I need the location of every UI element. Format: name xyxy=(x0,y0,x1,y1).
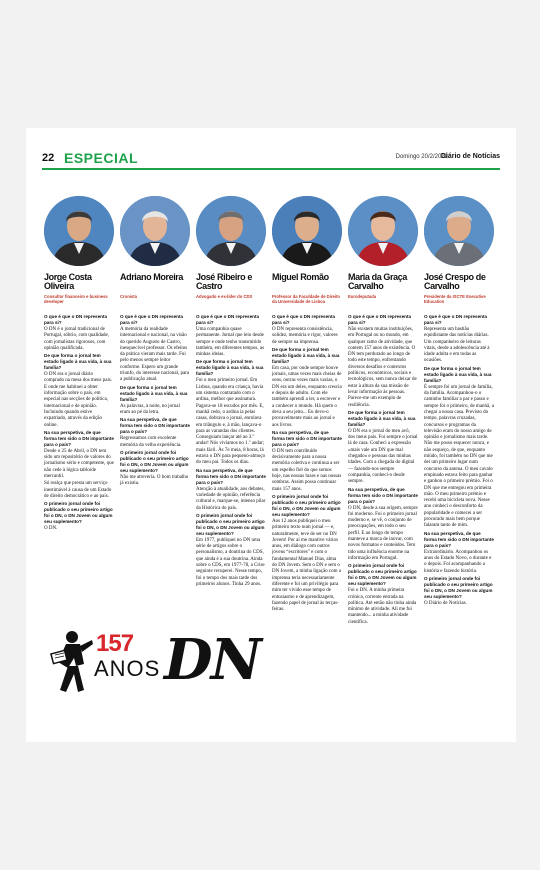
question: Na sua perspetiva, de que forma tem sido o DN importante para o país? xyxy=(424,530,494,548)
question: Na sua perspetiva, de que forma tem sido o DN importante para o país? xyxy=(272,429,342,447)
question: O primeiro jornal onde foi publicado o seu primeiro artigo foi o DN, o DN Jovem ou algum seu suplemento? xyxy=(120,449,189,473)
question: Na sua perspetiva, de que forma tem sido o DN importante para o país? xyxy=(120,417,190,435)
answer: Extraordinário. Acompanhou os anos do Estado Novo, o durante e o depois. Foi acompanhando a história e fazendo história. xyxy=(424,549,492,574)
question: O que é que o DN representa para si? xyxy=(120,314,184,325)
answer: A memória da realidade internacional e nacional, na visão do querido Augusto de Castro, inesquecível professor. Os efeitos da prática vieram mais tarde. Fui pelo menos sempre leitor conforme. Espero um grande triunfo, do interesse nacional, para a publicação atual. xyxy=(120,327,190,383)
answer: Só realça que presta um serviço inestimável à causa de um Estado de direito democrático e ao país. xyxy=(44,481,112,499)
answer: Atenção à atualidade, aos debates, variedade de opinião, referência cultural e, marque-se, intenso pilar da Histórica do país. xyxy=(196,486,266,511)
page-header xyxy=(42,150,500,168)
answer: Foi o meu primeiro jornal. Em Lisboa, quando era criança, havia um sistema contratado com o ardina, melhor que assinatura. Pagava-se 18 escudos por mês. E, manhã cedo, o ardina ia pelas casas, dobrava o jornal, enrolava em triângulo e, à mão, lançava-o para as varandas dos clientes. Conseguiam lançar até ao 3.º andar! Nós vivíamos no 1.º andar; mais fácil. Às 7e meia, 8 horas, lá estava o DN para pequeno-almoço do meu pai. Todos os dias. xyxy=(196,378,266,466)
answer: Em casa, por onde sempre houve jornais, umas vezes mais cheias de sons, outras vezes mais vazias, o DN era um deles, enquanto crescia e depois de adulto. Com ele também aprendi a ler, a escrever e a conhecer o mundo. Há quem o deva a seu jeito... Eu devo-o provavelmente mais ao jornal e aos livros. xyxy=(272,365,342,428)
question: O primeiro jornal onde foi publicado o seu primeiro artigo foi o DN, o DN Jovem ou algum seu suplemento? xyxy=(424,575,493,599)
portrait-photo xyxy=(424,196,494,266)
question: O que é que o DN representa para si? xyxy=(196,314,260,325)
answer: Representa um bastião equidistante das notícias diárias. Um companheiro de leituras vitais, desde a adolescência até à idade adulta e em todas as ocasiões. xyxy=(424,327,490,364)
question: De que forma o jornal tem estado ligado à sua vida, à sua família? xyxy=(424,365,492,383)
question: O que é que o DN representa para si? xyxy=(44,314,108,325)
column-6 xyxy=(424,196,494,608)
answer: O DN, desde a sua origem, sempre foi moderno. Foi o primeiro jornal moderno e, se vê, o conjunto de preocupações, em todo o seu perfil. E ao longo do tempo manteve a marca de inovar, com novos formatos e conteúdos. Tem tido uma influência enorme na informação em Portugal. xyxy=(348,505,418,561)
person-name: José Ribeiro e Castro xyxy=(196,272,252,291)
person-role: Eurodeputada xyxy=(348,294,377,299)
interview-body xyxy=(44,314,114,533)
answer: O DN é o jornal tradicional de Portugal, sóbrio, com qualidade, com jornalistas rigorosos, com opinião qualificada. xyxy=(44,327,109,351)
newspaper-page xyxy=(26,128,516,742)
answer: O DN era o jornal do meu avô, dos meus pais. Foi sempre o jornal lá de casa. Conheci a expressão «mais vale um DN que mal chegado» e pessoas das minhas idades. Com a chegada do digital — fazendo-nos sempre companhia, conheci-o desde sempre. xyxy=(348,428,418,485)
column-5 xyxy=(348,196,418,627)
question: O que é que o DN representa para si? xyxy=(348,314,412,325)
answer: Não me atreveria. O bom trabalho já existia. xyxy=(120,474,189,487)
person-role: Advogado e ex-líder do CDS xyxy=(196,294,253,299)
answer: O DN tem contribuído decisivamente para a nossa memória coletiva e continua a ser um espelho fiel do que somos hoje, nas nossas luzes e nas nossas sombras. Assim possa continuar mais 157 anos. xyxy=(272,448,342,492)
portrait-photo xyxy=(272,196,342,266)
answer: O Diário de Notícias. xyxy=(424,600,467,606)
page-number: 22 xyxy=(42,152,55,164)
portrait-photo xyxy=(348,196,418,266)
person-name: Maria da Graça Carvalho xyxy=(348,272,407,291)
answer: O DN. xyxy=(44,526,58,532)
answer: As palavras, à noite, no jornal eram ao pé da letra. xyxy=(120,403,180,415)
question: O primeiro jornal onde foi publicado o seu primeiro artigo foi o DN, o DN Jovem ou algum seu suplemento? xyxy=(44,501,113,525)
question: De que forma o jornal tem estado ligado à sua vida, à sua família? xyxy=(348,409,416,427)
interview-body xyxy=(272,314,342,613)
interview-body xyxy=(348,314,418,626)
question: O primeiro jornal onde foi publicado o seu primeiro artigo foi o DN, o DN Jovem ou algum seu suplemento? xyxy=(196,512,265,536)
answer: Não existem muitas instituições, em Portugal ou no mundo, em qualquer ramo de atividade, que contem 157 anos de existência. O DN tem perdurado ao longo de todo este tempo, enfrentando diversos desafios e contextos políticos, económicos, sociais e tecnológicos, sem nunca deixar de estar à altura da sua missão de levar informação às pessoas. Parece-me um exemplo de resiliência. xyxy=(348,327,417,408)
question: De que forma o jornal tem estado ligado à sua vida, à sua família? xyxy=(44,353,112,371)
question: Na sua perspetiva, de que forma tem sido o DN importante para o país? xyxy=(348,486,418,504)
answer: Regressamos com excelente memória da velha experiência. xyxy=(120,436,182,448)
answer: O DN era o jornal diário comprado na mesa dos meus pais. E onde me habituei a obter informação sobre o país, em especial nas secções de política, internacional e de opinião. Incluindo quando estive expatriado, através da edição online. xyxy=(44,372,113,428)
column-3 xyxy=(196,196,266,589)
years-number: 157 xyxy=(96,630,134,657)
person-name: Miguel Romão xyxy=(272,272,329,282)
person-name: Adriano Moreira xyxy=(120,272,184,282)
question: Na sua perspetiva, de que forma tem sido o DN importante para o país? xyxy=(44,429,114,447)
paper-name: Diário de Notícias xyxy=(440,153,500,160)
question: De que forma o jornal tem estado ligado à sua vida, à sua família? xyxy=(272,346,340,364)
dn-logo: DN xyxy=(164,627,260,693)
anniversary-logo xyxy=(46,627,260,698)
column-1 xyxy=(44,196,114,534)
answer: Foi o DN. A minha primeira crónica, corrente entrada na política. Até então não tinha ainda mínimo de atividade. Ali me fui mantendo... a minha atividade científica. xyxy=(348,588,417,625)
answer: Desde o 25 de Abril, o DN tem sido um repositório de valores do jornalismo sério e competente, que não cede à lógica tabloide mercantil. xyxy=(44,448,114,480)
portrait-photo xyxy=(196,196,266,266)
answer: Uma companhia quase permanente. Jornal que leio desde sempre e onde tenho transmitido também, em diferentes tempos, as minhas ideias. xyxy=(196,327,265,358)
interview-body xyxy=(424,314,494,607)
person-role: Cronista xyxy=(120,294,137,299)
question: De que forma o jornal tem estado ligado à sua vida, à sua família? xyxy=(196,359,264,377)
answer: Em 1977, publiquei no DN uma série de artigos sobre o personalismo, a doutrina do CDS, que ainda é a sua doutrina. Ainda sobre o CDS, em 1977-78, a Crise seguinte recuperei. Nesse tempo, foi o tempo dos mais tarde dos primeiros alunos. Tinha 29 anos. xyxy=(196,537,265,587)
column-4 xyxy=(272,196,342,614)
person-name: Jorge Costa Oliveira xyxy=(44,272,92,291)
column-2 xyxy=(120,196,190,488)
question: O primeiro jornal onde foi publicado o seu primeiro artigo foi o DN, o DN Jovem ou algum seu suplemento? xyxy=(348,563,417,587)
answer: É sempre foi um jornal de família, da família. Acompanhou-o o caminho familiar a par e passo e sempre foi o primeiro, de manhã, a chegar a nossa casa. Previsto do tempo, palavras cruzadas, concursos e programas da televisão eram do nosso amigo de opinião e jornalismo mais tarde. Não me posso esquecer nunca, e não esqueço, de que, enquanto miúdo, foi também no DN que me dei um primeiro lugar num concurso da antena. O meu cavalo empinado estava feito para ganhar e ganhou o primeiro prémio. Foi o DN que me entregou em primeira mão. O meu primeiro prémio e recebi uma bicicleta nova. Nesse ano conheci o desconforto da popularidade e comecei a ser procurado mais bem porque falaram tanto de mim. xyxy=(424,384,494,529)
portrait-photo xyxy=(120,196,190,266)
years-label: ANOS xyxy=(94,656,161,681)
interview-body xyxy=(196,314,266,588)
person-role: Professor da Faculdade de Direito da Universidade de Lisboa xyxy=(272,294,340,304)
interview-body xyxy=(120,314,190,487)
newsboy-icon xyxy=(46,628,94,696)
question: Na sua perspetiva, de que forma tem sido o DN importante para o país? xyxy=(196,467,266,485)
section-title: ESPECIAL xyxy=(64,150,139,166)
issue-date: Domingo 20/2/2022 xyxy=(395,154,448,160)
answer: O DN representa consistência, solidez, memória e rigor, valores de sempre na imprensa. xyxy=(272,327,338,345)
question: De que forma o jornal tem estado ligado à sua vida, à sua família? xyxy=(120,384,188,402)
question: O que é que o DN representa para si? xyxy=(272,314,336,325)
question: O que é que o DN representa para si? xyxy=(424,314,488,325)
header-rule xyxy=(42,168,500,170)
portrait-photo xyxy=(44,196,114,266)
question: O primeiro jornal onde foi publicado o seu primeiro artigo foi o DN, o DN Jovem ou algum seu suplemento? xyxy=(272,493,341,517)
person-name: José Crespo de Carvalho xyxy=(424,272,486,291)
person-role: Consultor financeiro e business developer xyxy=(44,294,108,304)
person-role: Presidente da ISCTE Executive Education xyxy=(424,294,486,304)
answer: Aos 12 anos publiquei o meu primeiro texto num jornal — e, naturalmente, teve de ser no DN Jovem! Por aí me mantive vários anos, em diálogo com outros jovens “escritores” e com o fundamental Manuel Dias, alma do DN Jovem. Sem o DN e sem o DN Jovem, a minha ligação com a imprensa teria necessariamente diferente e foi um privilégio para mim ter vivido esse tempo de entusiasmo e de aprendizagem, fazendo papel de jornal às terças-feiras. xyxy=(272,518,342,613)
